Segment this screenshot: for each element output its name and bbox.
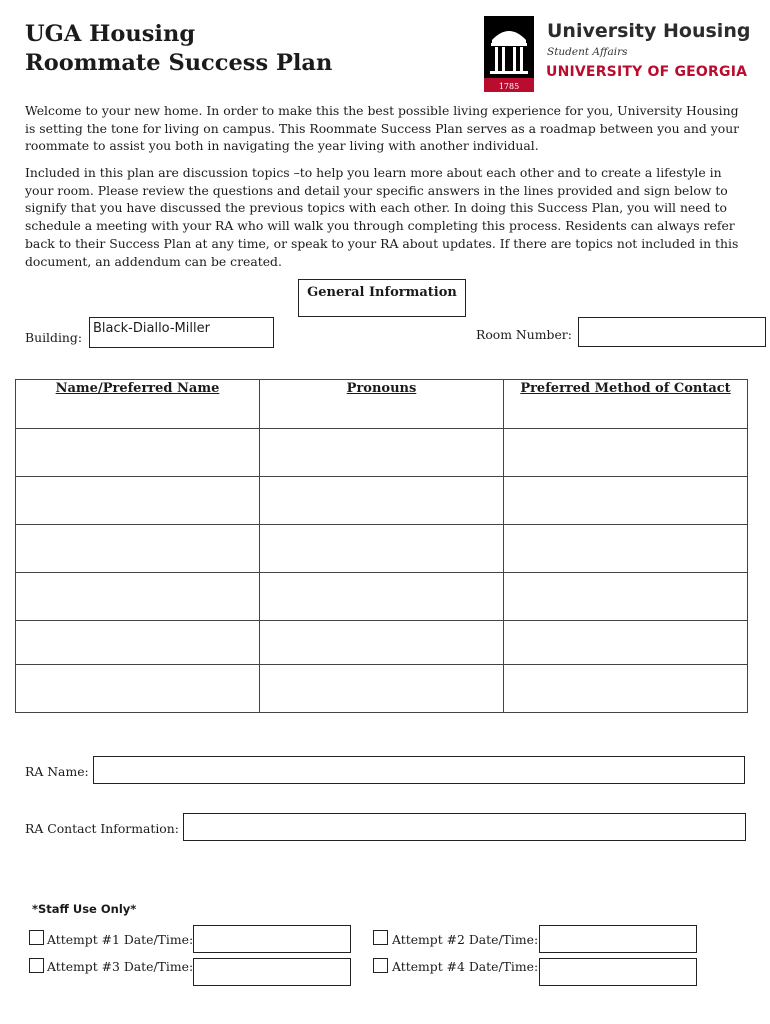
table-cell[interactable] [504,665,748,713]
table-cell[interactable] [16,525,260,573]
table-cell[interactable] [504,621,748,665]
header-contact-method: Preferred Method of Contact [504,380,748,429]
title-line-1: UGA Housing [25,21,196,47]
ra-contact-field[interactable] [183,813,746,841]
table-row [16,573,748,621]
attempt-2-label: Attempt #2 Date/Time: [392,932,539,947]
attempt-1-field[interactable] [193,925,351,953]
table-cell[interactable] [504,573,748,621]
logo-university-housing: University Housing [547,20,751,42]
table-row [16,665,748,713]
attempt-2-field[interactable] [539,925,697,953]
page-title [25,20,332,78]
ra-name-label: RA Name: [25,764,89,779]
table-cell[interactable] [504,429,748,477]
attempt-1-label: Attempt #1 Date/Time: [47,932,194,947]
attempt-3-checkbox[interactable] [29,958,44,973]
table-cell[interactable] [16,429,260,477]
table-cell[interactable] [260,665,504,713]
table-row [16,525,748,573]
attempt-3-label: Attempt #3 Date/Time: [47,959,194,974]
header-pronouns: Pronouns [260,380,504,429]
attempt-1-checkbox[interactable] [29,930,44,945]
title-line-2: Roommate Success Plan [25,50,333,76]
header-name: Name/Preferred Name [16,380,260,429]
attempt-2-checkbox[interactable] [373,930,388,945]
table-cell[interactable] [16,477,260,525]
attempt-4-label: Attempt #4 Date/Time: [392,959,539,974]
attempt-4-field[interactable] [539,958,697,986]
staff-use-only-title: *Staff Use Only* [32,902,137,916]
table-cell[interactable] [504,525,748,573]
uga-arch-logo-icon [484,16,534,92]
logo-university-of-georgia: UNIVERSITY OF GEORGIA [546,64,748,80]
attempt-4-checkbox[interactable] [373,958,388,973]
table-cell[interactable] [16,621,260,665]
table-cell[interactable] [260,621,504,665]
building-field[interactable]: Black-Diallo-Miller [89,317,274,348]
table-row [16,621,748,665]
table-cell[interactable] [16,665,260,713]
ra-name-field[interactable] [93,756,745,784]
table-cell[interactable] [260,477,504,525]
table-header-row [16,380,748,429]
logo-student-affairs: Student Affairs [547,46,628,58]
roommate-info-table [15,379,748,713]
room-number-field[interactable] [578,317,766,347]
intro-paragraph-2: Included in this plan are discussion topics –to help you learn more about each other and to create a lifestyle in your room. Please review the questions and detail your specific answers in the lines provided and sign below to signify that you have discussed the previous topics with each other. In doing this Success Plan, you will need to schedule a meeting with your RA who will walk you through completing this process. Residents can always refer back to their Success Plan at any time, or speak to your RA about updates. If there are topics not included in this document, an addendum can be created. [25,165,739,269]
logo-year: 1785 [498,82,520,91]
ra-contact-label: RA Contact Information: [25,821,179,836]
table-row [16,429,748,477]
intro-paragraph-1: Welcome to your new home. In order to make this the best possible living experience for you, University Housing is setting the tone for living on campus. This Roommate Success Plan serves as a roadmap between you and your roommate to assist you both in navigating the year living with another individual. [25,103,740,154]
building-label: Building: [25,330,82,345]
attempt-3-field[interactable] [193,958,351,986]
room-number-label: Room Number: [476,327,572,342]
table-row [16,477,748,525]
table-cell[interactable] [260,429,504,477]
general-information-heading: General Information [298,279,466,317]
table-cell[interactable] [260,573,504,621]
table-cell[interactable] [16,573,260,621]
table-cell[interactable] [260,525,504,573]
table-cell[interactable] [504,477,748,525]
